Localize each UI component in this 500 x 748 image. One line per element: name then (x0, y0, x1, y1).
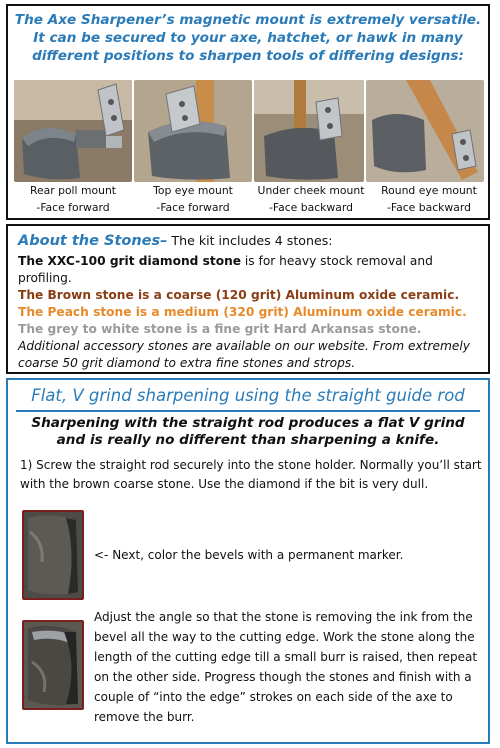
stones-section (6, 224, 490, 374)
caption-under-cheek (252, 182, 370, 216)
axe-photo-ink-removed (22, 620, 84, 710)
caption-name: Top eye mount (153, 184, 233, 197)
diamond-stone-bold: The XXC-100 grit diamond stone (18, 254, 242, 268)
caption-name: Round eye mount (381, 184, 477, 197)
mount-photos (12, 80, 484, 182)
photo-round-eye-mount (366, 80, 484, 182)
top-eye-mount-image (134, 80, 252, 182)
caption-rear-poll (14, 182, 132, 216)
stones-title: About the Stones– (18, 233, 168, 249)
caption-name: Rear poll mount (29, 184, 117, 197)
caption-round-eye (370, 182, 488, 216)
peach-stone-text: The Peach stone is a medium (320 grit) Aluminum oxide ceramic. (18, 305, 467, 319)
intro-text: The Axe Sharpener’s magnetic mount is extremely versatile. It can be secured to your axe, hatchet, or hawk in many different positions to sharpen tools of differing designs: (14, 12, 482, 64)
flat-grind-section (6, 378, 490, 744)
step-1-text: 1) Screw the straight rod securely into the stone holder. Normally you’ll start with the brown coarse stone. Use the diamond if the bit is very dull. (20, 458, 482, 491)
caption-face: -Face forward (156, 201, 230, 214)
accessory-stones-text: Additional accessory stones are available on our website. From extremely coarse 50 grit diamond to extra fine stones and strops. (18, 339, 470, 370)
axe-photo-marked (22, 510, 84, 600)
heading-underline (16, 410, 480, 412)
grey-stone-text: The grey to white stone is a fine grit Hard Arkansas stone. (18, 322, 422, 336)
photo-top-eye-mount (134, 80, 252, 182)
photo-under-cheek-mount (254, 80, 364, 182)
flat-grind-subheading: Sharpening with the straight rod produces a flat V grind and is really no different than sharpening a knife. (31, 415, 465, 448)
caption-face: -Face backward (269, 201, 353, 214)
flat-grind-heading: Flat, V grind sharpening using the straight guide rod (31, 386, 465, 405)
caption-top-eye (134, 182, 252, 216)
stones-heading (18, 232, 478, 250)
round-eye-mount-image (366, 80, 484, 182)
diamond-stone-rest: is for heavy stock removal and profiling. (18, 254, 433, 285)
brown-stone-text: The Brown stone is a coarse (120 grit) Aluminum oxide ceramic. (18, 288, 460, 302)
under-cheek-mount-image (254, 80, 364, 182)
caption-name: Under cheek mount (257, 184, 365, 197)
mounts-section (6, 4, 490, 220)
rear-poll-mount-image (14, 80, 132, 182)
caption-face: -Face backward (387, 201, 471, 214)
axe-bevel-marker-image (24, 512, 82, 598)
caption-face: -Face forward (36, 201, 110, 214)
stones-title-rest: The kit includes 4 stones: (167, 233, 333, 248)
diamond-stone-text (18, 253, 478, 287)
adjust-angle-text: Adjust the angle so that the stone is removing the ink from the bevel all the way to the cutting edge. Work the stone along the length of the cutting edge till a small burr is raised, then repeat on the other side. Progress though the stones and finish with a couple of “into the edge” strokes on each side of the axe to remove the burr. (94, 610, 478, 724)
next-step-text: <- Next, color the bevels with a permanent marker. (94, 548, 404, 562)
photo-rear-poll-mount (14, 80, 132, 182)
axe-bevel-ink-image (24, 622, 82, 708)
